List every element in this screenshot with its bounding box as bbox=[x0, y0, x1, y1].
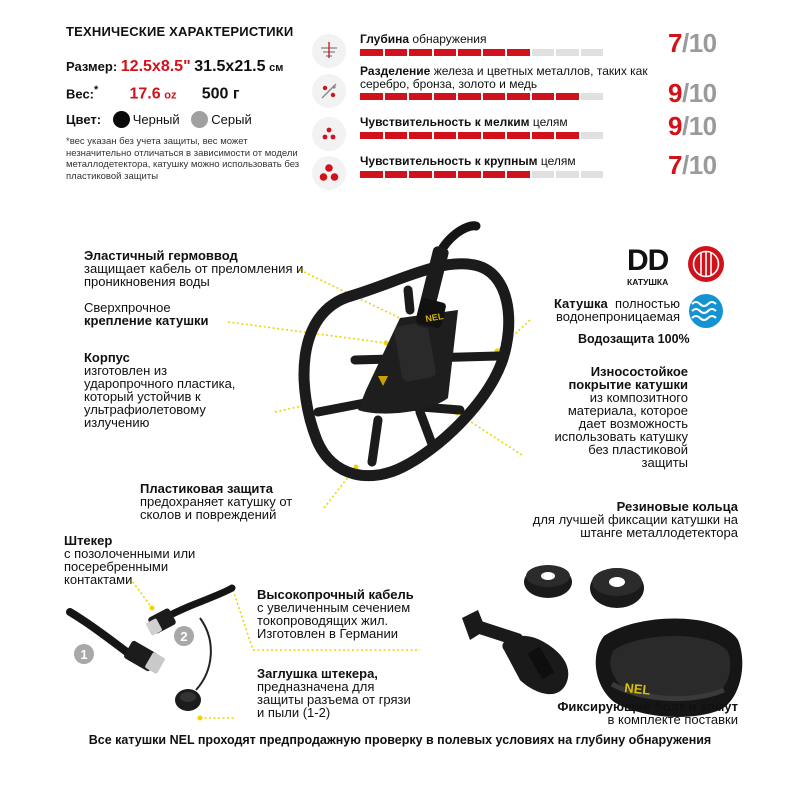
rubber-rings bbox=[524, 565, 644, 608]
dd-badge: DD bbox=[627, 244, 669, 277]
callout-coating: Износостойкое покрытие катушки из композитного материала, которое дает возможность использовать катушку без пластиковой защиты bbox=[554, 364, 688, 470]
callout-waterproof: Водозащита 100% bbox=[578, 332, 690, 346]
weight-oz-unit: oz bbox=[164, 89, 177, 102]
rating-label: Разделение железа и цветных металлов, таких как серебро, бронза, золото и медь bbox=[360, 64, 648, 91]
weight-label: Вес: bbox=[66, 86, 95, 102]
callout-mount: Сверхпрочное крепление катушки bbox=[84, 300, 209, 328]
weight-oz: 17.6 bbox=[129, 85, 161, 103]
color-label: Цвет: bbox=[66, 111, 102, 127]
rating-score: 9/10 bbox=[668, 78, 717, 108]
badge-2: 2 bbox=[180, 629, 188, 644]
rating-score: 7/10 bbox=[668, 150, 717, 180]
size-label: Размер: bbox=[66, 59, 118, 74]
color-gray: Серый bbox=[211, 111, 252, 127]
size-cm-unit: см bbox=[269, 62, 284, 74]
weight-footnote: *вес указан без учета защиты, вес может незначительно отличаться в зависимости от модели металлодетектора, катушку можно использовать без пластиковой защиты bbox=[66, 136, 300, 182]
badge-1: 1 bbox=[80, 647, 88, 662]
color-black: Черный bbox=[132, 111, 180, 127]
callout-plug: Штекер с позолоченными или посеребренными контактами bbox=[64, 533, 196, 587]
callout-seal: Эластичный гермоввод защищает кабель от преломления и проникновения воды bbox=[84, 248, 304, 289]
rating-label: Чувствительность к мелким целям bbox=[360, 115, 568, 129]
rating-label: Чувствительность к крупным целям bbox=[360, 154, 576, 168]
specs-title: ТЕХНИЧЕСКИЕ ХАРАКТЕРИСТИКИ bbox=[66, 24, 294, 39]
footer-note: Все катушки NEL проходят предпродажную проверку в полевых условиях на глубину обнаружения bbox=[88, 733, 712, 747]
strap-logo: NEL bbox=[623, 680, 652, 698]
callout-bolt: Фиксирующий болт и хомут в комплекте поставки bbox=[557, 699, 738, 727]
size-cm: 31.5x21.5 bbox=[194, 58, 266, 75]
callout-body: Корпус изготовлен из ударопрочного пластика, который устойчив к ультрафиолетовому излучению bbox=[84, 350, 236, 430]
rating-score: 7/10 bbox=[668, 28, 717, 58]
callout-coil: Катушка полностью водонепроницаемая bbox=[553, 296, 680, 324]
size-inch: 12.5x8.5" bbox=[120, 58, 191, 75]
fixing-bolt bbox=[462, 610, 568, 694]
rating-label: Глубина обнаружения bbox=[360, 32, 487, 46]
callout-cap: Заглушка штекера, предназначена для защиты разъема от грязи и пыли (1-2) bbox=[257, 666, 411, 720]
weight-note-mark: * bbox=[94, 84, 99, 96]
callout-rings: Резиновые кольца для лучшей фиксации катушки на штанге металлодетектора bbox=[532, 499, 738, 540]
weight-g: 500 г bbox=[201, 85, 240, 103]
coil-logo: NEL bbox=[424, 310, 445, 324]
dd-badge-sub: КАТУШКА bbox=[627, 277, 669, 287]
rating-score: 9/10 bbox=[668, 111, 717, 141]
callout-cable: Высокопрочный кабель с увеличенным сечением токопроводящих жил. Изготовлен в Германии bbox=[257, 587, 414, 641]
callout-guard: Пластиковая защита предохраняет катушку от сколов и повреждений bbox=[140, 481, 293, 522]
dd-coil-icon bbox=[688, 246, 724, 282]
water-icon bbox=[689, 294, 723, 328]
